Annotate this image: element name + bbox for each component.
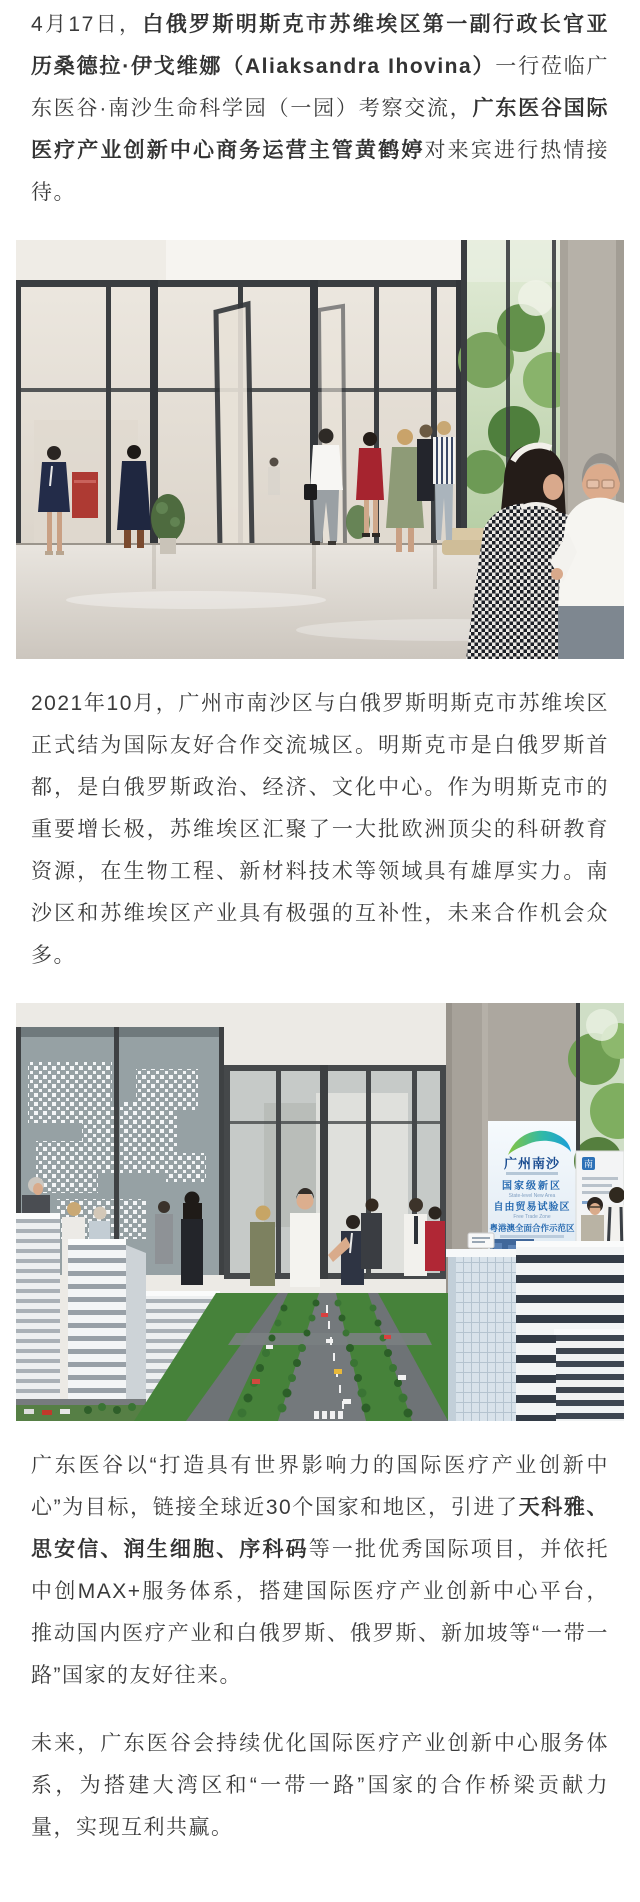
text-segment: 对来宾进行热情接待。 (31, 139, 610, 204)
article-photo-model-tour[interactable] (16, 1003, 624, 1421)
paragraph-3 (31, 1445, 609, 1697)
side-sign-mark: 南 (583, 1159, 594, 1169)
text-segment: 一行莅临广东医谷·南沙生命科学园（一园）考察交流， (31, 55, 609, 120)
sign-line2-en: Free Trade Zone (513, 1214, 551, 1220)
text-segment: 4月17日， (31, 13, 143, 36)
article-photo-lobby-visit[interactable] (16, 240, 624, 659)
model-photo-illustration (16, 1003, 624, 1421)
text-segment-bold: 天科雅、思安信、润生细胞、序科码 (31, 1496, 610, 1561)
text-segment: 广东医谷以“打造具有世界影响力的国际医疗产业创新中心”为目标，链接全球近30个国家和地区，引进了 (31, 1454, 609, 1519)
sign-line2: 自由贸易试验区 (493, 1202, 571, 1213)
text-segment-bold: 白俄罗斯明斯克市苏维埃区第一副行政长官亚历桑德拉·伊戈维娜（Aliaksandra Ihovina） (31, 13, 609, 78)
text-segment: 2021年10月，广州市南沙区与白俄罗斯明斯克市苏维埃区正式结为国际友好合作交流城区。明斯克市是白俄罗斯首都，是白俄罗斯政治、经济、文化中心。作为明斯克市的重要增长极，苏维埃区汇聚了一大批欧洲顶尖的科研教育资源，在生物工程、新材料技术等领域具有雄厚实力。南沙区和苏维埃区产业具有极强的互补性，未来合作机会众多。 (31, 692, 609, 967)
sign-line1-en: State-level New Area (508, 1193, 556, 1199)
lobby-photo-illustration (16, 240, 624, 659)
sign-title: 广州南沙 (503, 1156, 561, 1171)
sign-line1: 国家级新区 (502, 1181, 562, 1192)
text-segment: 未来，广东医谷会持续优化国际医疗产业创新中心服务体系，为搭建大湾区和“一带一路”国家的合作桥梁贡献力量，实现互利共赢。 (31, 1732, 609, 1839)
paragraph-2 (31, 683, 609, 977)
text-segment-bold: 广东医谷国际医疗产业创新中心商务运营主管黄鹤婷 (31, 97, 609, 162)
paragraph-1 (31, 4, 609, 214)
sign-line3: 粤港澳全面合作示范区 (489, 1223, 575, 1233)
paragraph-4 (31, 1723, 609, 1849)
text-segment: 等一批优秀国际项目，并依托中创MAX+服务体系，搭建国际医疗产业创新中心平台，推动国内医疗产业和白俄罗斯、俄罗斯、新加坡等“一带一路”国家的友好往来。 (31, 1538, 609, 1687)
